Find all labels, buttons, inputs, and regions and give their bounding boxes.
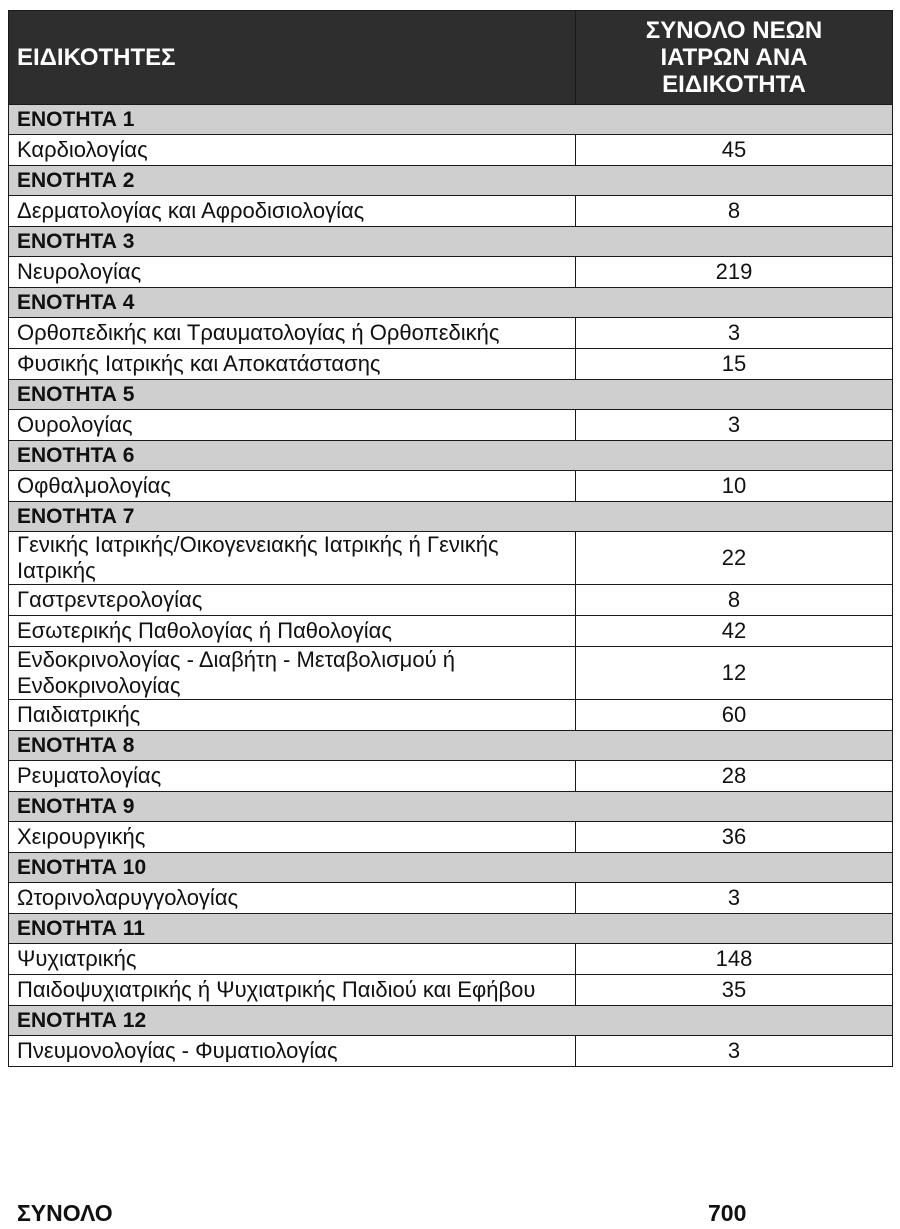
specialty-name: Χειρουργικής (9, 822, 576, 853)
table-row (9, 196, 893, 227)
doctor-count: 148 (576, 944, 893, 975)
table-row (9, 257, 893, 288)
section-row (9, 1006, 893, 1036)
specialty-name: Εσωτερικής Παθολογίας ή Παθολογίας (9, 616, 576, 647)
section-title: ΕΝΟΤΗΤΑ 7 (9, 502, 893, 532)
specialty-name: Καρδιολογίας (9, 135, 576, 166)
table-row (9, 410, 893, 441)
table-row (9, 135, 893, 166)
table-row (9, 471, 893, 502)
specialty-name: Οφθαλμολογίας (9, 471, 576, 502)
section-row (9, 166, 893, 196)
doctor-count: 3 (576, 318, 893, 349)
section-row (9, 441, 893, 471)
total-row (0, 1198, 900, 1228)
specialty-name: Παιδιατρικής (9, 700, 576, 731)
table-row (9, 616, 893, 647)
table-row (9, 647, 893, 700)
doctor-count: 60 (576, 700, 893, 731)
section-row (9, 853, 893, 883)
specialty-name: Πνευμονολογίας - Φυματιολογίας (9, 1036, 576, 1067)
table-row (9, 1036, 893, 1067)
section-title: ΕΝΟΤΗΤΑ 3 (9, 227, 893, 257)
section-row (9, 227, 893, 257)
section-title: ΕΝΟΤΗΤΑ 9 (9, 792, 893, 822)
section-title: ΕΝΟΤΗΤΑ 10 (9, 853, 893, 883)
specialty-name: Ωτορινολαρυγγολογίας (9, 883, 576, 914)
section-title: ΕΝΟΤΗΤΑ 6 (9, 441, 893, 471)
section-row (9, 731, 893, 761)
table-row (9, 883, 893, 914)
doctor-count: 8 (576, 196, 893, 227)
table-header-row (9, 11, 893, 105)
table-row (9, 944, 893, 975)
specialty-name: Νευρολογίας (9, 257, 576, 288)
section-row (9, 380, 893, 410)
header-total-line-2: ΙΑΤΡΩΝ ΑΝΑ (660, 44, 808, 71)
table-row (9, 700, 893, 731)
doctor-count: 3 (576, 1036, 893, 1067)
doctor-count: 3 (576, 410, 893, 441)
table-row (9, 318, 893, 349)
section-title: ΕΝΟΤΗΤΑ 8 (9, 731, 893, 761)
table-row (9, 349, 893, 380)
section-title: ΕΝΟΤΗΤΑ 4 (9, 288, 893, 318)
header-total-line-1: ΣΥΝΟΛΟ ΝΕΩΝ (645, 17, 823, 44)
doctor-count: 28 (576, 761, 893, 792)
total-value: 700 (708, 1200, 747, 1226)
specialty-name: Δερματολογίας και Αφροδισιολογίας (9, 196, 576, 227)
doctor-count: 8 (576, 585, 893, 616)
specialty-name: Φυσικής Ιατρικής και Αποκατάστασης (9, 349, 576, 380)
specialty-name: Γαστρεντερολογίας (9, 585, 576, 616)
header-total-doctors (576, 11, 893, 105)
section-title: ΕΝΟΤΗΤΑ 11 (9, 914, 893, 944)
doctor-count: 45 (576, 135, 893, 166)
doctor-count: 36 (576, 822, 893, 853)
table-row (9, 532, 893, 585)
table-row (9, 585, 893, 616)
doctor-count: 22 (576, 532, 893, 585)
specialty-name: Ρευματολογίας (9, 761, 576, 792)
table-row (9, 761, 893, 792)
table-row (9, 975, 893, 1006)
doctor-count: 3 (576, 883, 893, 914)
specialty-name: Ψυχιατρικής (9, 944, 576, 975)
section-row (9, 288, 893, 318)
specialty-name: Ενδοκρινολογίας - Διαβήτη - Μεταβολισμού ή Ενδοκρινολογίας (9, 647, 576, 700)
total-label: ΣΥΝΟΛΟ (17, 1200, 113, 1226)
specialty-name: Ορθοπεδικής και Τραυματολογίας ή Ορθοπεδικής (9, 318, 576, 349)
header-total-line-3: ΕΙΔΙΚΟΤΗΤΑ (662, 71, 806, 98)
doctor-count: 12 (576, 647, 893, 700)
doctor-count: 35 (576, 975, 893, 1006)
doctor-count: 15 (576, 349, 893, 380)
section-title: ΕΝΟΤΗΤΑ 2 (9, 166, 893, 196)
section-row (9, 502, 893, 532)
section-title: ΕΝΟΤΗΤΑ 12 (9, 1006, 893, 1036)
specialties-table (8, 10, 893, 1067)
section-row (9, 792, 893, 822)
doctor-count: 10 (576, 471, 893, 502)
section-row (9, 914, 893, 944)
doctor-count: 219 (576, 257, 893, 288)
table-body (9, 105, 893, 1067)
section-title: ΕΝΟΤΗΤΑ 5 (9, 380, 893, 410)
specialty-name: Ουρολογίας (9, 410, 576, 441)
header-specialties: ΕΙΔΙΚΟΤΗΤΕΣ (9, 11, 576, 105)
specialty-name: Παιδοψυχιατρικής ή Ψυχιατρικής Παιδιού και Εφήβου (9, 975, 576, 1006)
section-title: ΕΝΟΤΗΤΑ 1 (9, 105, 893, 135)
table-row (9, 822, 893, 853)
specialty-name: Γενικής Ιατρικής/Οικογενειακής Ιατρικής ή Γενικής Ιατρικής (9, 532, 576, 585)
section-row (9, 105, 893, 135)
doctor-count: 42 (576, 616, 893, 647)
